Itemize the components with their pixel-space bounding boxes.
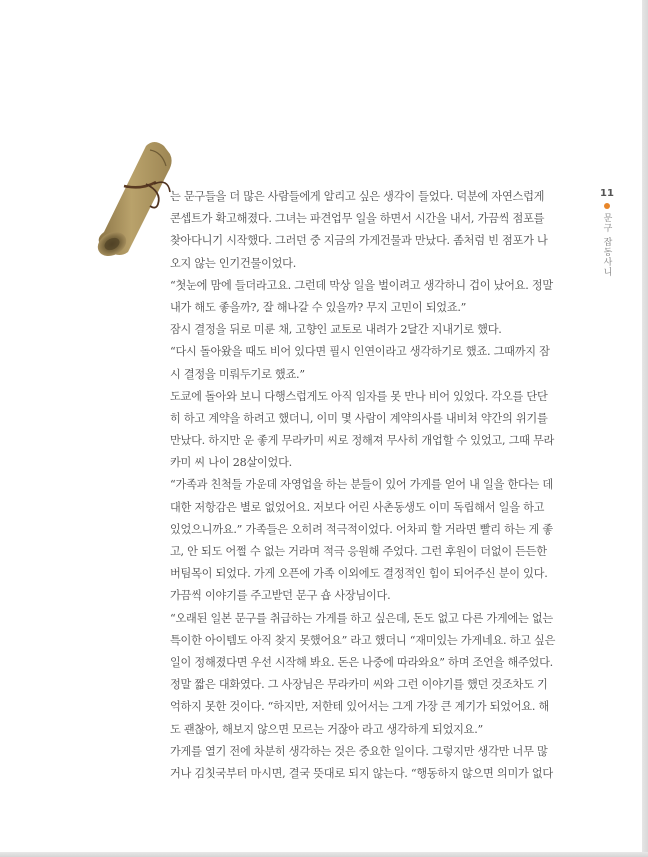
- running-header: [596, 188, 618, 277]
- text-line: “가족과 친척들 가운데 자영업을 하는 분들이 있어 가게를 얻어 내 일을 한다는 데: [170, 478, 553, 492]
- text-line: 가게를 열기 전에 차분히 생각하는 것은 중요한 일이다. 그렇지만 생각만 너무 많: [170, 744, 548, 758]
- text-line: 고, 안 되도 어쩔 수 없는 거라며 적극 응원해 주었다. 그런 후원이 더없이 든든한: [170, 545, 547, 558]
- rolled-leather-pencil-case-icon: [84, 140, 174, 258]
- text-line: 카미 씨 나이 28살이었다.: [170, 456, 292, 470]
- text-line: 도 괜찮아, 해보지 않으면 모르는 거잖아 라고 생각하게 되었지요.”: [170, 722, 484, 736]
- text-line: 찾아다니기 시작했다. 그러던 중 지금의 가게건물과 만났다. 좀처럼 빈 점포가 나: [170, 234, 548, 248]
- text-line: 정말 짧은 대화였다. 그 사장님은 무라카미 씨와 그런 이야기를 했던 것조차도 기: [170, 678, 548, 692]
- text-line: 는 문구들을 더 많은 사람들에게 알리고 싶은 생각이 들었다. 덕분에 자연스럽게: [170, 190, 545, 203]
- running-title: 문구 잡동사니: [601, 213, 612, 277]
- text-line: 버팀목이 되었다. 가게 오픈에 가족 이외에도 결정적인 힘이 되어주신 분이 있다.: [170, 567, 548, 581]
- text-line: 내가 해도 좋을까?, 잘 해나갈 수 있을까? 무지 고민이 되었죠.”: [170, 300, 467, 314]
- text-line: 시 결정을 미뤄두기로 했죠.”: [170, 367, 305, 381]
- text-line: 일이 정해졌다면 우선 시작해 봐요. 돈은 나중에 따라와요” 하며 조언을 해주었다.: [170, 655, 553, 669]
- text-line: 있었으니까요.” 가족들은 오히려 적극적이었다. 어차피 할 거라면 빨리 하는 게 좋: [170, 522, 553, 536]
- text-line: 억하지 못한 것이다. “하지만, 저한테 있어서는 그게 가장 큰 계기가 되었어요. 해: [170, 700, 550, 714]
- body-text: [170, 186, 578, 785]
- text-line: 잠시 결정을 뒤로 미룬 채, 고향인 교토로 내려가 2달간 지내기로 했다.: [170, 323, 502, 337]
- text-line: “오래된 일본 문구를 취급하는 가게를 하고 싶은데, 돈도 없고 다른 가게에는 없는: [170, 611, 553, 625]
- text-line: 특이한 아이템도 아직 찾지 못했어요” 라고 했더니 “재미있는 가게네요. 하고 싶은: [170, 633, 556, 647]
- page-edge-shadow: [642, 0, 648, 857]
- text-line: 콘셉트가 확고해졌다. 그녀는 파견업무 일을 하면서 시간을 내서, 가끔씩 점포를: [170, 212, 545, 226]
- text-line: 오지 않는 인기건물이었다.: [170, 256, 297, 270]
- text-line: 가끔씩 이야기를 주고받던 문구 숍 사장님이다.: [170, 589, 391, 603]
- text-line: 도쿄에 돌아와 보니 다행스럽게도 아직 임자를 못 만나 비어 있었다. 각오를 단단: [170, 389, 548, 403]
- page-number: 11: [600, 188, 614, 199]
- text-line: “첫눈에 맘에 들더라고요. 그런데 막상 일을 벌이려고 생각하니 겁이 났어요. 정말: [170, 278, 553, 292]
- page-edge-shadow: [0, 852, 648, 857]
- accent-dot: [604, 203, 610, 209]
- text-line: 거나 김칫국부터 마시면, 결국 뜻대로 되지 않는다. “행동하지 않으면 의미가 없다: [170, 766, 553, 780]
- text-line: 만났다. 하지만 운 좋게 무라카미 씨로 정해져 무사히 개업할 수 있었고, 그때 무라: [170, 434, 555, 448]
- text-line: 대한 저항감은 별로 없었어요. 저보다 어린 사촌동생도 이미 독립해서 일을 하고: [170, 500, 545, 514]
- text-line: 히 하고 계약을 하려고 했더니, 이미 몇 사람이 계약의사를 내비쳐 약간의 위기를: [170, 411, 548, 425]
- text-line: “다시 돌아왔을 때도 비어 있다면 필시 인연이라고 생각하기로 했죠. 그때까지 잠: [170, 345, 550, 359]
